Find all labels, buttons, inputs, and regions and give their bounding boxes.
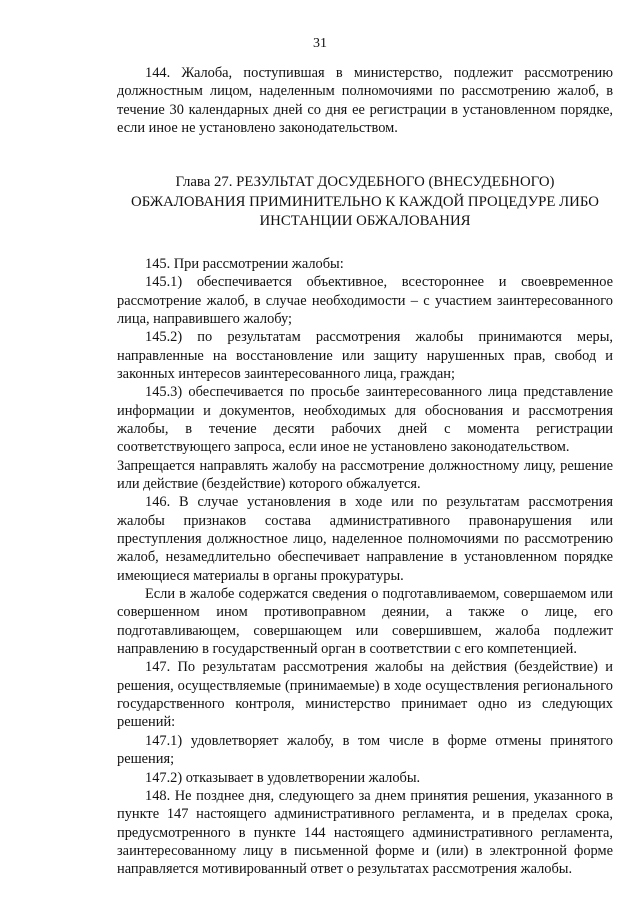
paragraph-forbidden: Запрещается направлять жалобу на рассмотрение должностному лицу, решение или действие (бездействие) которого обжалуется. (117, 457, 613, 492)
paragraph-146-b: Если в жалобе содержатся сведения о подготавливаемом, совершаемом или совершенном ином противоправном деянии, а также о лице, его подготавливающем, совершающем или совершившем, жалоба подлежит направлению в государственный орган в соответствии с его компетенцией. (117, 586, 613, 658)
paragraph-145-1: 145.1) обеспечивается объективное, всестороннее и своевременное рассмотрение жалоб, в случае необходимости – с участием заинтересованного лица, направившего жалобу; (117, 274, 613, 327)
paragraph-145: 145. При рассмотрении жалобы: (145, 255, 344, 272)
chapter-heading-line-3: ИНСТАНЦИИ ОБЖАЛОВАНИЯ (259, 213, 471, 230)
page-number: 31 (313, 36, 327, 51)
chapter-heading-line-2: ОБЖАЛОВАНИЯ ПРИМИНИТЕЛЬНО К КАЖДОЙ ПРОЦЕДУРЕ ЛИБО (131, 193, 599, 210)
paragraph-145-3: 145.3) обеспечивается по просьбе заинтересованного лица представление информации и документов, необходимых для обоснования и рассмотрения жалобы, в течение десяти рабочих дней с момента регистрации соответствующего запроса, если иное не установлено законодательством. (117, 384, 613, 456)
paragraph-147: 147. По результатам рассмотрения жалобы на действия (бездействие) и решения, осуществляемые (принимаемые) в ходе осуществления регионального государственного контроля, министерство принимает одно из следующих решений: (117, 659, 613, 731)
paragraph-147-2: 147.2) отказывает в удовлетворении жалобы. (145, 769, 421, 786)
chapter-heading-line-1: Глава 27. РЕЗУЛЬТАТ ДОСУДЕБНОГО (ВНЕСУДЕБНОГО) (175, 174, 555, 191)
chapter-heading (117, 173, 613, 232)
paragraph-144: 144. Жалоба, поступившая в министерство, подлежит рассмотрению должностным лицом, наделенным полномочиями по рассмотрению жалоб, в течение 30 календарных дней со дня ее регистрации в установленном порядке, если иное не установлено законодательством. (117, 65, 613, 137)
paragraph-145-2: 145.2) по результатам рассмотрения жалобы принимаются меры, направленные на восстановление или защиту нарушенных прав, свобод и законных интересов заинтересованного лица, граждан; (117, 329, 613, 382)
paragraph-148: 148. Не позднее дня, следующего за днем принятия решения, указанного в пункте 147 настоящего административного регламента, и в пределах срока, предусмотренного в пункте 144 настоящего административного регламента, заинтересованному лицу в письменной форме и (или) в электронной форме направляется мотивированный ответ о результатах рассмотрения жалобы. (117, 787, 613, 878)
paragraph-147-1: 147.1) удовлетворяет жалобу, в том числе в форме отмены принятого решения; (117, 732, 613, 768)
paragraph-146: 146. В случае установления в ходе или по результатам рассмотрения жалобы признаков состава административного правонарушения или преступления должностное лицо, наделенное полномочиями по рассмотрению жалоб, незамедлительно обеспечивает направление в установленном порядке имеющиеся материалы в органы прокуратуры. (117, 494, 613, 584)
document-body (117, 64, 613, 879)
